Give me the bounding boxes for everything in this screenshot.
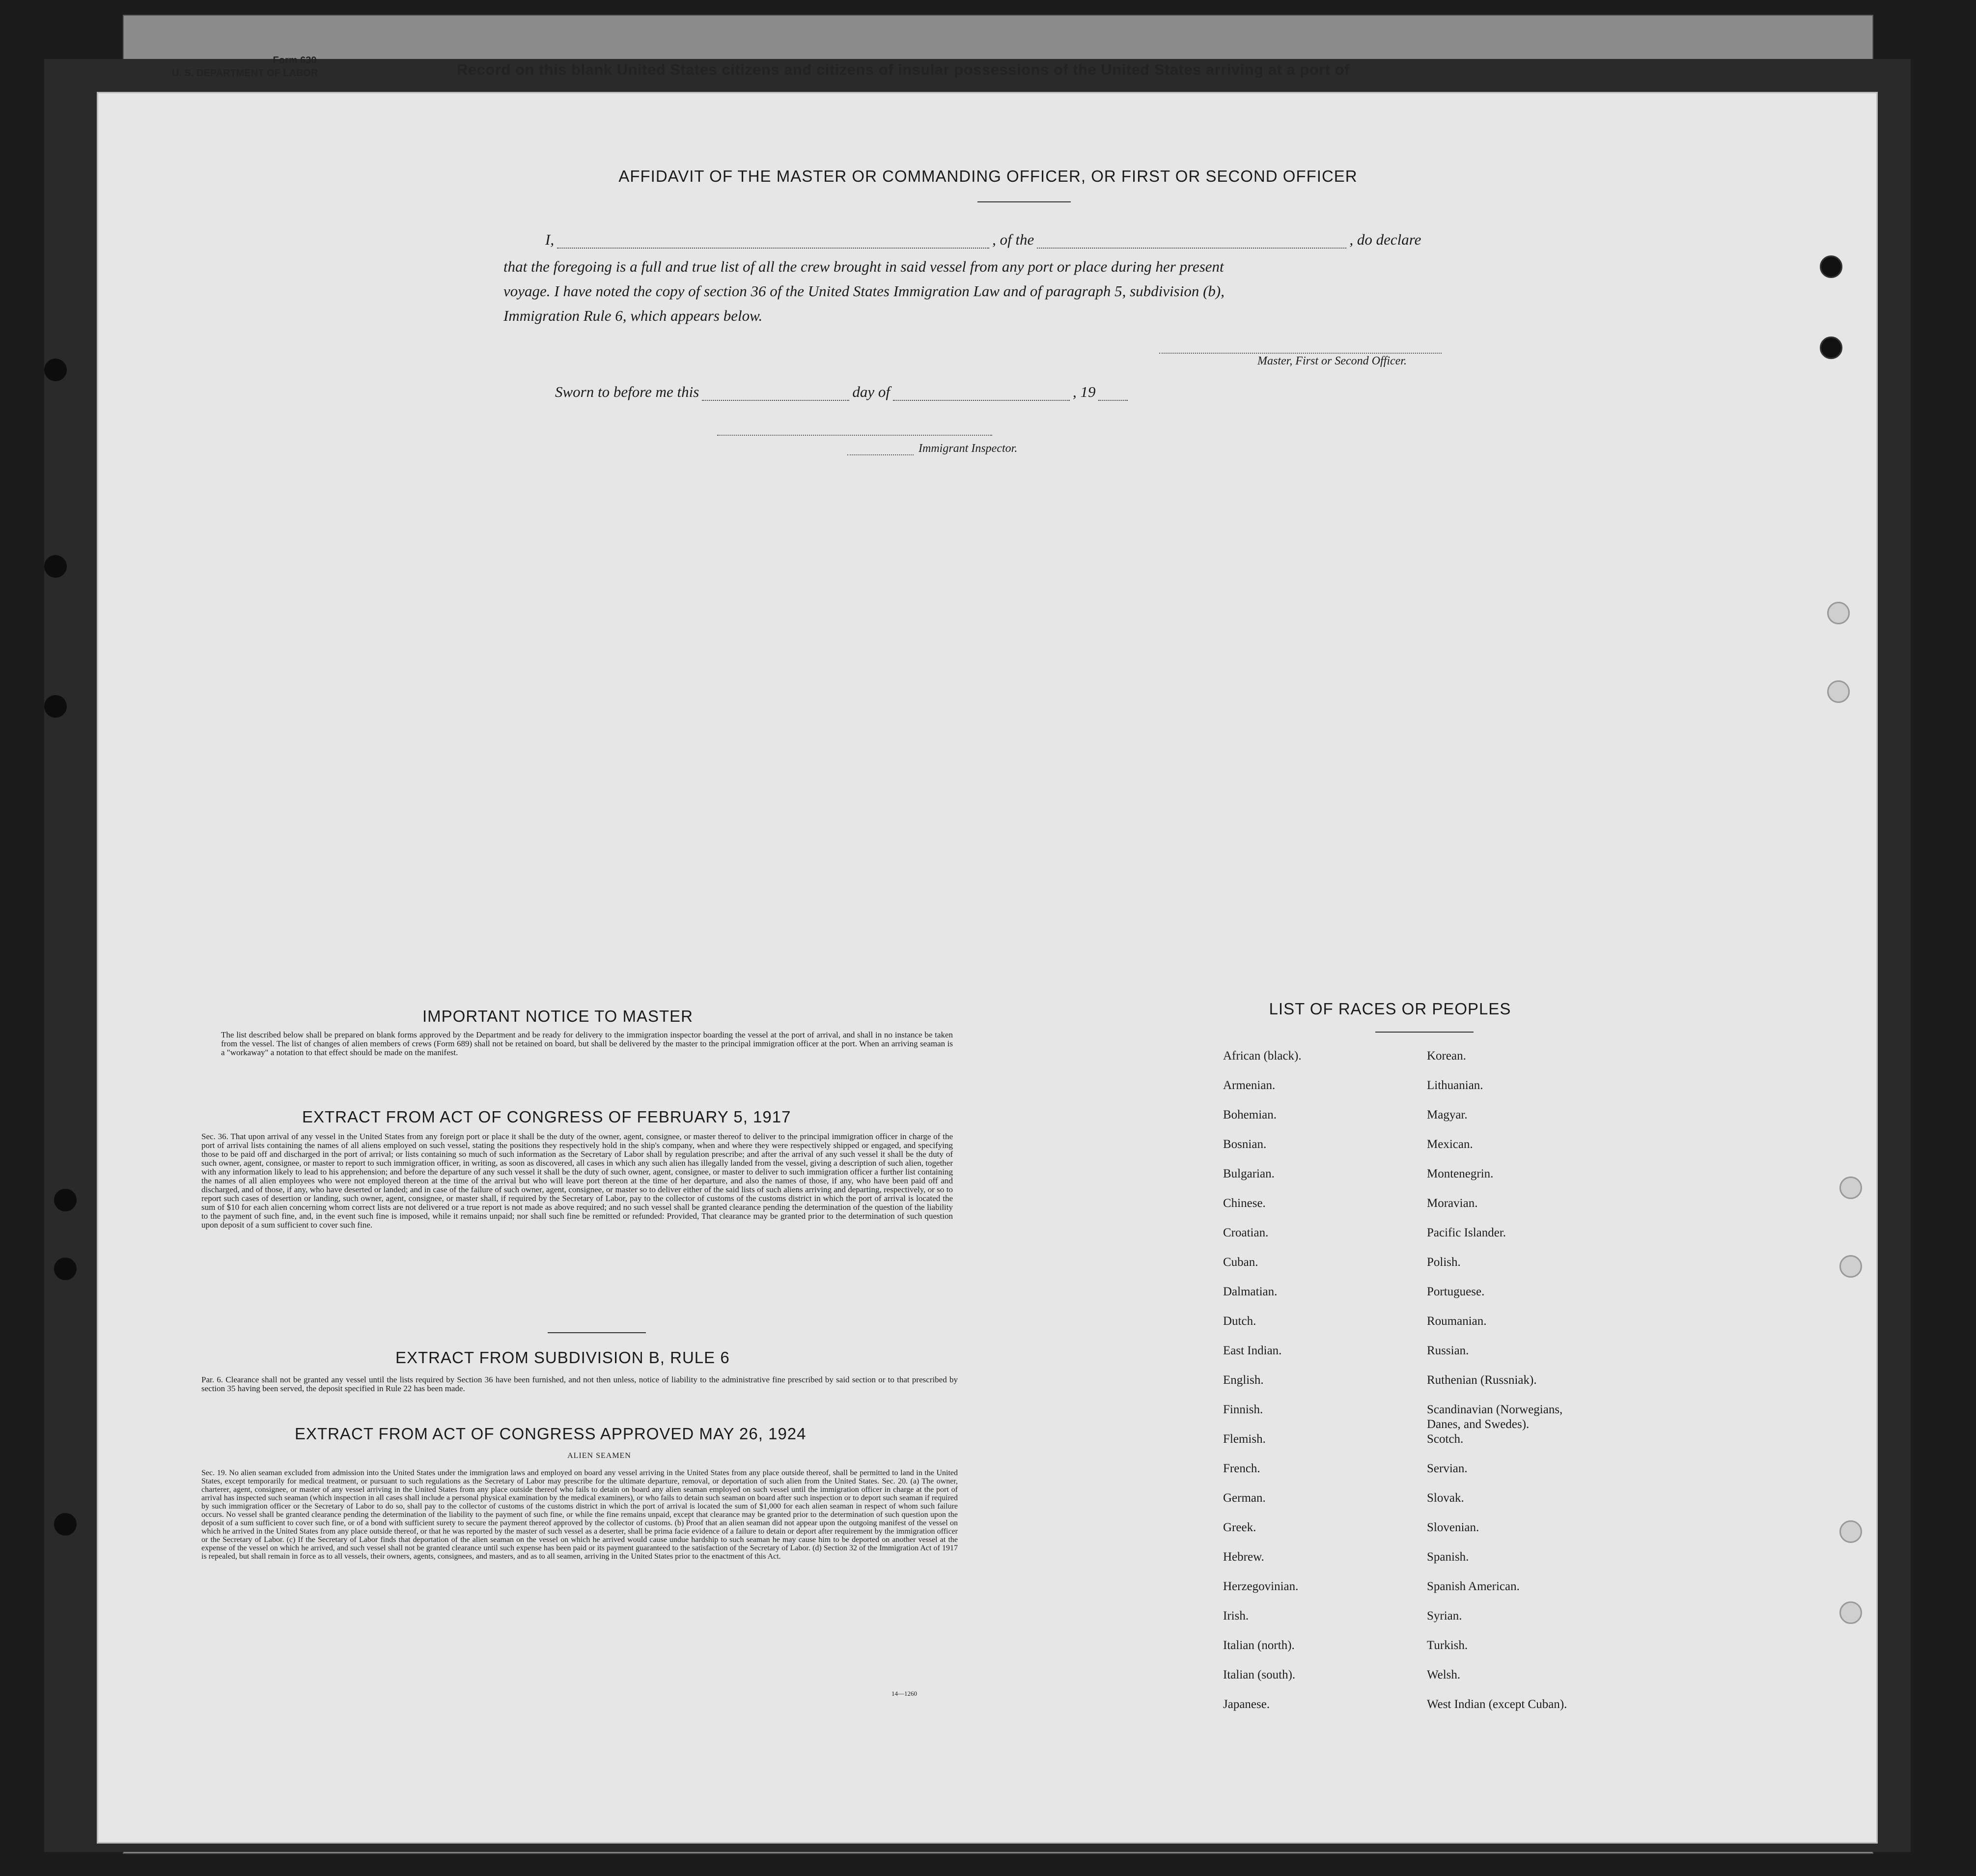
race-item: Mexican.: [1427, 1138, 1473, 1151]
race-item: Lithuanian.: [1427, 1079, 1483, 1092]
race-item: Hebrew.: [1223, 1550, 1264, 1564]
sworn-year-field[interactable]: [1098, 399, 1128, 401]
binder-hole: [44, 359, 67, 381]
race-item: English.: [1223, 1373, 1264, 1387]
title-rule: [977, 201, 1071, 202]
form-code: 14—1260: [891, 1690, 917, 1697]
race-item: Chinese.: [1223, 1197, 1266, 1210]
race-item: Moravian.: [1427, 1197, 1478, 1210]
form-number: Form 630: [273, 55, 317, 66]
affidavit-declaration-line: [545, 231, 1421, 249]
declarant-prefix: I,: [545, 231, 555, 248]
binder-hole: [1827, 680, 1850, 703]
race-item: West Indian (except Cuban).: [1427, 1698, 1567, 1711]
race-item: Spanish American.: [1427, 1580, 1520, 1593]
binder-hole: [54, 1258, 77, 1280]
race-item: Turkish.: [1427, 1639, 1468, 1652]
race-item: Finnish.: [1223, 1403, 1263, 1416]
master-signature-label: Master, First or Second Officer.: [1257, 355, 1407, 367]
race-item: French.: [1223, 1462, 1260, 1475]
affidavit-text-line: that the foregoing is a full and true list of all the crew brought in said vessel from any port or place during her present: [503, 258, 1224, 275]
department-name: U. S. DEPARTMENT OF LABOR: [172, 68, 318, 79]
races-title: LIST OF RACES OR PEOPLES: [1269, 1000, 1511, 1018]
race-item: Greek.: [1223, 1521, 1256, 1534]
race-item: Slovak.: [1427, 1491, 1464, 1505]
race-item: Portuguese.: [1427, 1285, 1485, 1298]
race-item: Bulgarian.: [1223, 1167, 1275, 1180]
race-item: Korean.: [1427, 1049, 1466, 1063]
extract-1924-heading: EXTRACT FROM ACT OF CONGRESS APPROVED MAY 26, 1924: [295, 1425, 807, 1443]
inspector-signature-field[interactable]: [717, 435, 992, 436]
binder-hole: [1839, 1255, 1862, 1278]
race-item: African (black).: [1223, 1049, 1302, 1063]
binder-hole: [1820, 255, 1842, 278]
race-item: Bohemian.: [1223, 1108, 1277, 1121]
binder-hole: [1820, 336, 1842, 359]
race-item: Pacific Islander.: [1427, 1226, 1506, 1239]
section-rule: [548, 1332, 646, 1333]
alien-seamen-subtitle: ALIEN SEAMEN: [567, 1452, 631, 1460]
binder-hole: [44, 695, 67, 718]
affidavit-text-line: voyage. I have noted the copy of section 36 of the United States Immigration Law and of paragraph 5, subdivision (b),: [503, 282, 1225, 300]
race-item: Dutch.: [1223, 1315, 1256, 1328]
race-item: Slovenian.: [1427, 1521, 1479, 1534]
race-item: Cuban.: [1223, 1256, 1258, 1269]
race-item: German.: [1223, 1491, 1266, 1505]
race-item: Scandinavian (Norwegians, Danes, and Swedes).: [1427, 1403, 1563, 1431]
races-column-1: [1223, 1049, 1302, 1727]
race-item: Bosnian.: [1223, 1138, 1267, 1151]
notice-heading: IMPORTANT NOTICE TO MASTER: [422, 1007, 694, 1025]
inspector-signature-label: Immigrant Inspector.: [918, 442, 1018, 455]
race-item: Syrian.: [1427, 1609, 1462, 1623]
inspector-dotted-leader: [847, 454, 914, 456]
extract-rule6-text: Par. 6. Clearance shall not be granted any vessel until the lists required by Section 36 have been furnished, and not then unless, notice of liability to the administrative fine prescribed by said section or to that prescribed by section 35 having been served, the deposit specified in Rule 22 has been made.: [201, 1375, 958, 1393]
record-instruction: Record on this blank United States citizens and citizens of insular possessions of the United States arriving at a port of: [457, 61, 1350, 78]
race-item: Italian (south).: [1223, 1668, 1296, 1681]
race-item: Roumanian.: [1427, 1315, 1487, 1328]
binder-hole: [54, 1189, 77, 1211]
races-column-2: [1427, 1049, 1589, 1727]
race-item: Flemish.: [1223, 1432, 1266, 1446]
declarant-mid: , of the: [992, 231, 1034, 248]
binder-hole: [1839, 1520, 1862, 1543]
extract-1917-text: Sec. 36. That upon arrival of any vessel in the United States from any foreign port or place it shall be the duty of the owner, agent, consignee, or master thereof to deliver to the principal immigration officer in charge of the port of arrival lists containing the names of all aliens employed on such vessel, stating the positions they respectively hold in the ship's company, when and where they were respectively shipped or engaged, and specifying those to be paid off and discharged in the port of arrival; or lists containing so much of such information as the Secretary of Labor shall by regulation prescribe; and after the arrival of any such vessel it shall be the duty of such owner, agent, consignee, or master to report to such immigration officer, in writing, as soon as discovered, all cases in which any such alien has illegally landed from the vessel, giving a description of such alien, together with any information likely to lead to his apprehension; and before the departure of any such vessel it shall be the duty of such owner, agent, consignee, or master to deliver to such immigration officer a further list containing the names of all alien employees who were not employed thereon at the time of the arrival but who will leave port thereon at the time of her departure, and also the names of those, if any, who have been paid off and discharged, and of those, if any, who have deserted or landed; and in case of the failure of such owner, agent, consignee, or master so to deliver either of the said lists of such aliens arriving and departing, respectively, or so to report such cases of desertion or landing, such owner, agent, consignee, or master shall, if required by the Secretary of Labor, pay to the collector of customs of the customs district in which the port of arrival is located the sum of $10 for each alien concerning whom correct lists are not delivered or a true report is not made as above required; and no such vessel shall be granted clearance pending the determination of the question of the liability to the payment of such fine, and, in the event such fine is imposed, while it remains unpaid; nor shall such fine be remitted or refunded: Provided, That clearance may be granted prior to the determination of such question upon deposit of a sum sufficient to cover such fine.: [201, 1132, 953, 1230]
race-item: Armenian.: [1223, 1079, 1276, 1092]
race-item: Polish.: [1427, 1256, 1461, 1269]
race-item: Montenegrin.: [1427, 1167, 1494, 1180]
extract-1924-text: Sec. 19. No alien seaman excluded from admission into the United States under the immigration laws and employed on board any vessel arriving in the United States from any place outside thereof, shall be permitted to land in the United States, except temporarily for medical treatment, or pursuant to such regulations as the Secretary of Labor may prescribe for the ultimate departure, removal, or deportation of such alien from the United States. Sec. 20. (a) The owner, charterer, agent, consignee, or master of any vessel arriving in the United States from any place outside thereof who fails to detain on board any alien seaman employed on such vessel until the immigration officer in charge at the port of arrival has inspected such seaman (which inspection in all cases shall include a personal physical examination by the medical examiners), or who fails to detain such seaman on board after such inspection or to deport such seaman if required by such immigration officer or the Secretary of Labor to do so, shall pay to the collector of customs of the customs district in which the port of arrival is located the sum of $1,000 for each alien seaman in respect of whom such failure occurs. No vessel shall be granted clearance pending the determination of the liability to the payment of such fine, or while the fine remains unpaid, except that clearance may be granted prior to the determination of such question upon the deposit of a sum sufficient to cover such fine, or of a bond with sufficient surety to secure the payment thereof approved by the collector of customs. (b) Proof that an alien seaman did not appear upon the outgoing manifest of the vessel on which he arrived in the United States from any place outside thereof, or that he was reported by the master of such vessel as a deserter, shall be prima facie evidence of a failure to detain or deport after requirement by the immigration officer or the Secretary of Labor. (c) If the Secretary of Labor finds that deportation of the alien seaman on the vessel on which he arrived would cause undue hardship to such seaman he may cause him to be deported on another vessel at the expense of the vessel on which he arrived, and such vessel shall not be granted clearance until such expense has been paid or its payment guaranteed to the satisfaction of the Secretary of Labor. (d) Section 32 of the Immigration Act of 1917 is repealed, but shall remain in force as to all vessels, their owners, agents, consignees, and masters, and as to all seamen, arriving in the United States prior to the enactment of this Act.: [201, 1469, 958, 1561]
race-item: Dalmatian.: [1223, 1285, 1278, 1298]
race-item: Ruthenian (Russniak).: [1427, 1373, 1537, 1387]
sworn-line: [555, 383, 1131, 401]
binder-hole: [54, 1513, 77, 1536]
race-item: Welsh.: [1427, 1668, 1461, 1681]
form-page: [98, 93, 1876, 1842]
master-signature-field[interactable]: [1159, 353, 1442, 354]
vessel-name-field[interactable]: [1037, 247, 1346, 249]
extract-1917-heading: EXTRACT FROM ACT OF CONGRESS OF FEBRUARY 5, 1917: [302, 1108, 791, 1126]
binder-hole: [44, 555, 67, 578]
underlying-sheet-header: [123, 49, 1871, 79]
race-item: Italian (north).: [1223, 1639, 1295, 1652]
race-item: Magyar.: [1427, 1108, 1468, 1121]
binder-hole: [1827, 602, 1850, 624]
declarant-name-field[interactable]: [557, 247, 989, 249]
race-item: Irish.: [1223, 1609, 1249, 1623]
extract-rule6-heading: EXTRACT FROM SUBDIVISION B, RULE 6: [395, 1348, 730, 1367]
races-title-rule: [1375, 1032, 1474, 1033]
sworn-month-field[interactable]: [893, 399, 1070, 401]
sworn-prefix: Sworn to before me this: [555, 383, 699, 400]
declarant-end: , do declare: [1349, 231, 1421, 248]
sworn-year-label: , 19: [1072, 383, 1096, 400]
binder-hole: [1839, 1601, 1862, 1624]
race-item: Russian.: [1427, 1344, 1469, 1357]
race-item: Japanese.: [1223, 1698, 1270, 1711]
binder-hole: [1839, 1176, 1862, 1199]
race-item: East Indian.: [1223, 1344, 1282, 1357]
race-item: Herzegovinian.: [1223, 1580, 1299, 1593]
affidavit-text-line: Immigration Rule 6, which appears below.: [503, 307, 763, 324]
notice-text: The list described below shall be prepared on blank forms approved by the Department and be ready for delivery to the immigration inspector boarding the vessel at the port of arrival, and shall in no instance be taken from the vessel. The list of changes of alien members of crews (Form 689) shall not be retained on board, but shall be delivered by the master to the principal immigration officer at the port. When an arriving seaman is a "workaway" a notation to that effect should be made on the manifest.: [221, 1030, 953, 1057]
race-item: Croatian.: [1223, 1226, 1269, 1239]
race-item: Servian.: [1427, 1462, 1468, 1475]
sworn-day-field[interactable]: [702, 399, 849, 401]
sworn-day-label: day of: [852, 383, 890, 400]
affidavit-title: AFFIDAVIT OF THE MASTER OR COMMANDING OFFICER, OR FIRST OR SECOND OFFICER: [618, 167, 1358, 185]
race-item: Scotch.: [1427, 1432, 1464, 1446]
race-item: Spanish.: [1427, 1550, 1469, 1564]
